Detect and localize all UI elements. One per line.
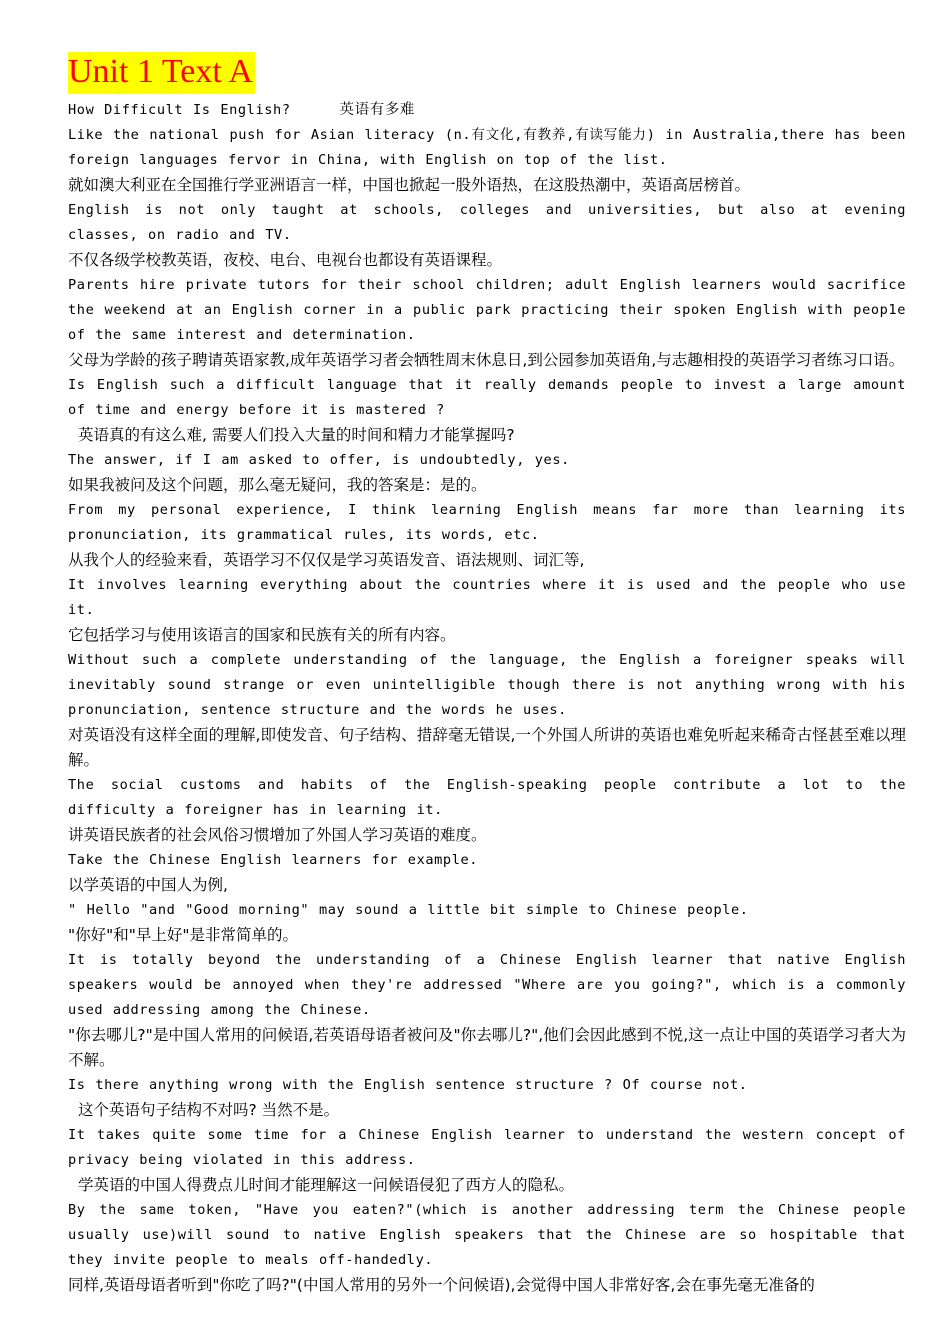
english-paragraph: By the same token, "Have you eaten?"(which is another addressing term the Chinese people usually use)will sound to native English speakers that the Chinese are so hospitable that they invite people to meals off-handedly. <box>68 1202 906 1268</box>
chinese-translation: 从我个人的经验来看，英语学习不仅仅是学习英语发音、语法规则、词汇等, <box>68 551 585 569</box>
chinese-translation: 父母为学龄的孩子聘请英语家教,成年英语学习者会牺牲周末休息日,到公园参加英语角,与志趣相投的英语学习者练习口语。 <box>68 351 905 369</box>
chinese-translation: 它包括学习与使用该语言的国家和民族有关的所有内容。 <box>68 626 456 644</box>
text-heading <box>68 98 906 123</box>
english-paragraph: " Hello "and "Good morning" may sound a little bit simple to Chinese people. <box>68 902 749 918</box>
chinese-translation: "你好"和"早上好"是非常简单的。 <box>68 926 299 944</box>
english-paragraph: Take the Chinese English learners for example. <box>68 852 479 868</box>
chinese-translation: 讲英语民族者的社会风俗习惯增加了外国人学习英语的难度。 <box>68 826 487 844</box>
english-paragraph: Like the national push for Asian literacy (n.有文化,有教养,有读写能力) in Australia,there has been foreign languages fervor in China, with English on top of the list. <box>68 127 906 168</box>
english-paragraph: Is there anything wrong with the English sentence structure ? Of course not. <box>68 1077 748 1093</box>
heading-chinese: 英语有多难 <box>339 102 416 118</box>
heading-english: How Difficult Is English? <box>68 102 291 118</box>
chinese-translation: 不仅各级学校教英语，夜校、电台、电视台也都设有英语课程。 <box>68 251 503 269</box>
english-paragraph: It involves learning everything about the countries where it is used and the people who use it. <box>68 577 906 618</box>
english-paragraph: It is totally beyond the understanding of a Chinese English learner that native English speakers would be annoyed when they're addressed "Where are you going?", which is a commonly used addressing among the Chinese. <box>68 952 906 1018</box>
chinese-translation: 以学英语的中国人为例, <box>68 876 228 894</box>
document-page <box>68 52 906 1298</box>
english-paragraph: From my personal experience, I think learning English means far more than learning its pronunciation, its grammatical rules, its words, etc. <box>68 502 906 543</box>
chinese-translation: "你去哪儿?"是中国人常用的问候语,若英语母语者被问及"你去哪儿?",他们会因此感到不悦,这一点让中国的英语学习者大为不解。 <box>68 1026 906 1069</box>
chinese-translation: 就如澳大利亚在全国推行学亚洲语言一样，中国也掀起一股外语热，在这股热潮中，英语高居榜首。 <box>68 176 751 194</box>
english-paragraph: It takes quite some time for a Chinese English learner to understand the western concept of privacy being violated in this address. <box>68 1127 906 1168</box>
english-paragraph: Parents hire private tutors for their school children; adult English learners would sacrifice the weekend at an English corner in a public park practicing their spoken English with peop1e of the same interest and determination. <box>68 277 906 343</box>
english-paragraph: Is English such a difficult language that it really demands people to invest a large amount of time and energy before it is mastered ? <box>68 377 906 418</box>
chinese-translation: 英语真的有这么难, 需要人们投入大量的时间和精力才能掌握吗? <box>78 426 515 444</box>
chinese-translation: 学英语的中国人得费点儿时间才能理解这一问候语侵犯了西方人的隐私。 <box>78 1176 575 1194</box>
english-paragraph: The answer, if I am asked to offer, is undoubtedly, yes. <box>68 452 570 468</box>
unit-title: Unit 1 Text A <box>68 52 255 94</box>
chinese-translation: 如果我被问及这个问题，那么毫无疑问，我的答案是：是的。 <box>68 476 487 494</box>
english-paragraph: Without such a complete understanding of the language, the English a foreigner speaks will inevitably sound strange or even unintelligible though there is not anything wrong with his pronunciation, sentence structure and the words he uses. <box>68 652 906 718</box>
chinese-translation: 对英语没有这样全面的理解,即使发音、句子结构、措辞毫无错误,一个外国人所讲的英语也难免听起来稀奇古怪甚至难以理解。 <box>68 726 906 769</box>
chinese-translation: 这个英语句子结构不对吗? 当然不是。 <box>78 1101 340 1119</box>
english-paragraph: English is not only taught at schools, colleges and universities, but also at evening classes, on radio and TV. <box>68 202 906 243</box>
chinese-translation: 同样,英语母语者听到"你吃了吗?"(中国人常用的另外一个问候语),会觉得中国人非常好客,会在事先毫无准备的 <box>68 1276 815 1294</box>
paragraph-list <box>68 123 906 1298</box>
english-paragraph: The social customs and habits of the English-speaking people contribute a lot to the difficulty a foreigner has in learning it. <box>68 777 906 818</box>
